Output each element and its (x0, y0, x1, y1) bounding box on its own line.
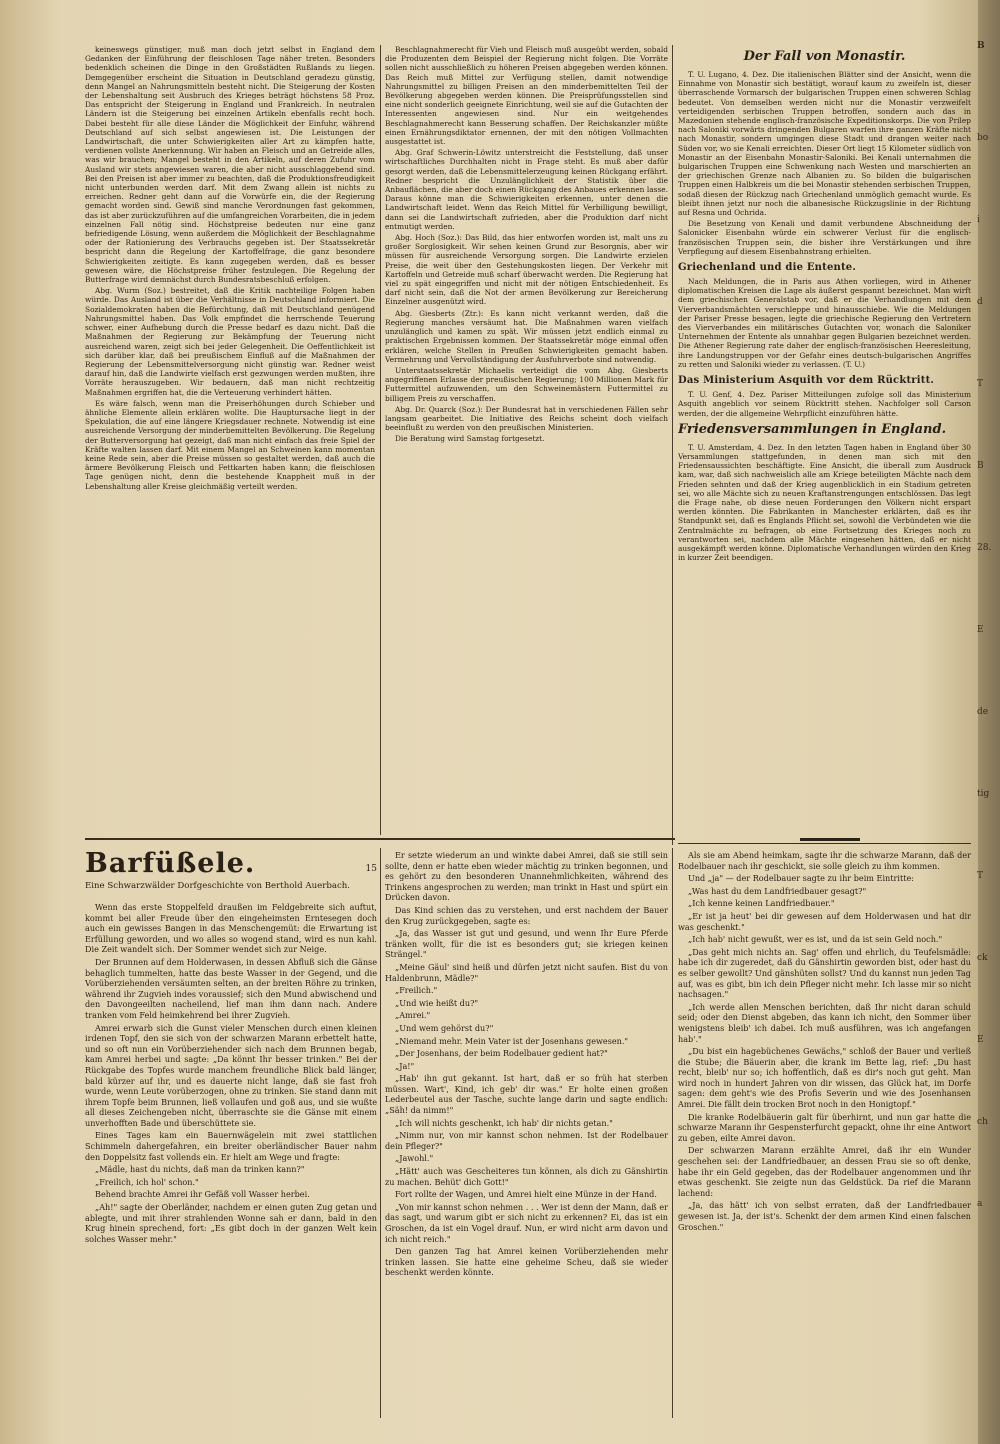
section-divider (800, 838, 860, 841)
story-paragraph: „Und wem gehörst du?" (395, 1022, 494, 1033)
fragment-line: ck (977, 953, 988, 963)
article-paragraph: Unterstaatssekretär Michaelis verteidigt die vom Abg. Giesberts angegriffenen Erlasse der preußischen Regierung; 100 Millionen Mark für Futtermittel aufzuwenden, um den Schweinemästern Futtermittel zu billigem Preis zu verschaffen. (385, 365, 668, 403)
fragment-line: de (977, 707, 989, 717)
fragment-line: B (977, 41, 985, 51)
story-paragraph: „Ich hab' nicht gewußt, wer es ist, und da ist sein Geld noch." (688, 934, 943, 945)
story-paragraph: Behend brachte Amrei ihr Gefäß voll Wasser herbei. (95, 1189, 310, 1200)
story-paragraph: „Was hast du dem Landfriedbauer gesagt?" (688, 885, 867, 896)
story-paragraph: Das Kind schien das zu verstehen, und erst nachdem der Bauer den Krug zurückgegeben, sagte es: (385, 904, 668, 926)
upper-middle-column (385, 45, 668, 835)
article-paragraph: Beschlagnahmerecht für Vieh und Fleisch muß ausgeübt werden, sobald die Produzenten dem Beispiel der Regierung nicht folgen. Die Vorräte sollen nicht ausschließlich zu höheren Preisen abgegeben werden können. Das Reich muß Mittel zur Verfügung stellen, damit notwendige Nahrungsmittel zu billigen Preisen an den minderbemittelten Teil der Bevölkerung abgegeben werden können. Die Preisprüfungsstellen sind eine nicht sonderlich geeignete Einrichtung, weil sie auf die Gutachten der Interessenten angewiesen sind. Nur ein weitgehendes Beschlagnahmerecht kann Besserung schaffen. Der Reichskanzler müßte einen Ernährungsdiktator ernennen, der mit den nötigen Vollmachten ausgestattet ist. (385, 45, 668, 147)
article-paragraph: Die Besetzung von Kenali und damit verbundene Abschneidung der Salonicker Eisenbahn würde ein schwerer Verlust für die englisch-französischen Truppen sein, die bisher ihre Verstärkungen und ihre Verpflegung auf diesem Eisenbahnstrang erhielten. (678, 219, 971, 256)
article-paragraph: Es wäre falsch, wenn man die Preiserhöhungen durch Schieber und ähnliche Elemente allein erklären wollte. Die Hauptursache liegt in der Spekulation, die auf eine längere Kriegsdauer rechnete. Notwendig ist eine ausreichende Versorgung der minderbemittelten Bevölkerung. Die Regelung der Butterversorgung hat gezeigt, daß man nicht einfach das freie Spiel der Kräfte walten lassen darf. Mit einem Mangel an Schweinen kann momentan keine Rede sein, aber die Preise müssen so gestaltet werden, daß auch die ärmere Bevölkerung Fleisch und Fettkarten haben kann; die fleischlosen Tage genügen nicht, denn die bestehende Knappheit muß in der Lebenshaltung aller Kreise gleichmäßig verteilt werden. (85, 398, 375, 491)
story-paragraph: „Ah!" sagte der Oberländer, nachdem er einen guten Zug getan und ablegte, und mit ihrer strahlenden Wonne sah er dann, bald in den Krug hinein sprechend, fort: „Es gibt doch in der ganzen Welt kein solches Wasser mehr." (85, 1202, 377, 1244)
story-paragraph: „Ich werde allen Menschen berichten, daß Ihr nicht daran schuld seid; oder den Dienst abgeben, das kann ich nicht, den Sommer über wenigstens bleib' ich dabei. Ich muß ausführen, was ich angefangen hab'." (678, 1001, 971, 1044)
story-paragraph: Als sie am Abend heimkam, sagte ihr die schwarze Marann, daß der Rodelbauer nach ihr geschickt, sie solle gleich zu ihm kommen. (678, 850, 971, 871)
column-rule (672, 45, 673, 845)
article-paragraph: Nach Meldungen, die in Paris aus Athen vorliegen, wird in Athener diplomatischen Kreisen die Lage als äußerst gespannt bezeichnet. Man wirft dem griechischen Generalstab vor, daß er die Verhandlungen mit dem Vierverbandsmächten verschleppe und hinausschiebe. Wie die Meldungen der Pariser Presse besagen, legte die griechische Regierung den Vertretern des Vierverbandes ein militärisches Gutachten vor, wonach die Saloniker Unternehmen der Entente als unnahbar gegen Bulgarien bezeichnet werden. Die Athener Regierung rate daher der englisch-französischen Heeresleitung, ihre Landungstruppen vor der Gefahr eines deutsch-bulgarischen Angriffes zu retten und Saloniki wieder zu verlassen. (T. U.) (678, 277, 971, 369)
story-paragraph: Und „ja" — der Rodelbauer sagte zu ihr beim Eintritte: (688, 873, 914, 884)
story-paragraph: „Hab' ihn gut gekannt. Ist hart, daß er so früh hat sterben müssen. Wart', Kind, ich geb' dir was." Er holte einen großen Lederbeutel aus der Tasche, suchte lange darin und sagte endlich: „Säh! da nimm!" (385, 1073, 668, 1116)
upper-left-column (85, 45, 375, 835)
story-paragraph: „Er ist ja heut' bei dir gewesen auf dem Holderwasen und hat dir was geschenkt." (678, 910, 971, 932)
fragment-line: a (977, 1199, 983, 1209)
story-paragraph: Fort rollte der Wagen, und Amrei hielt eine Münze in der Hand. (395, 1189, 657, 1200)
story-paragraph: Die kranke Rodelbäuerin galt für überhirnt, und nun gar hatte die schwarze Marann ihr Gespensterfurcht gepackt, ohne ihr eine Antwort zu geben, eilte Amrei davon. (678, 1111, 971, 1143)
feuilleton-byline: Eine Schwarzwälder Dorfgeschichte von Berthold Auerbach. (85, 881, 351, 891)
fragment-line: T (977, 871, 984, 881)
article-paragraph: T. U. Amsterdam, 4. Dez. In den letzten Tagen haben in England über 30 Versammlungen stattgefunden, in denen man sich mit den Friedensaussichten beschäftigte. Eine Ansicht, die überall zum Ausdruck kam, war, daß sich nachweislich alle am Kriege beteiligten Mächte nach dem Frieden sehnten und daß der Krieg augenblicklich in ein Stadium getreten sei, wo alle Mächte sich zu neuen Kraftanstrengungen entschlössen. Das legt die Frage nahe, ob diese neuen Forderungen den Völkern nicht erspart werden könnten. Die Fabrikanten in Manchester erklärten, daß es ihr Standpunkt sei, daß es Englands Pflicht sei, sowohl die Verbündeten wie die Zentralmächte zu befragen, ob eine Fortsetzung des Krieges noch zu verantworten sei, nachdem alle Mächte eingesehen hätten, daß er nicht ausgekämpft werden könne. Diplomatische Verhandlungen würden den Krieg in kurzer Zeit beendigen. (678, 442, 971, 563)
feuilleton-column-1 (85, 902, 377, 1414)
story-paragraph: „Amrei." (395, 1010, 431, 1021)
story-paragraph: „Von mir kannst schon nehmen . . . Wer ist denn der Mann, daß er das sagt, und warum gibt er sich nicht zu erkennen? Ei, das ist ein Groschen, da ist ein Vogel drauf. Nun, er wird nicht arm davon und ich nicht reich." (385, 1201, 668, 1244)
story-paragraph: Eines Tages kam ein Bauernwägelein mit zwei stattlichen Schimmeln dahergefahren, ein breiter oberländischer Bauer nahm den Doppelsitz fast vollends ein. Er hielt am Wege und fragte: (85, 1130, 377, 1162)
article-paragraph: Die Beratung wird Samstag fortgesetzt. (395, 434, 545, 444)
fragment-line: d (977, 297, 983, 307)
feuilleton-title: Barfüßele. (85, 848, 256, 879)
story-paragraph: „Meine Gäul' sind heiß und dürfen jetzt nicht saufen. Bist du von Haldenbrunn, Mädle?" (385, 961, 668, 983)
fragment-line: bo (977, 133, 989, 143)
story-paragraph: Der Brunnen auf dem Holderwasen, in dessen Abfluß sich die Gänse behaglich tummelten, hatte das beste Wasser in der Gegend, und die Vorüberziehenden versäumten selten, an der breiten Röhre zu trinken, während ihr Zugvieh indes voraussief; sich den Mund abwischend und den Davongeeilten nacheilend, lief man ihm dann nach. Andere tranken vom Feld heimkehrend bei ihrer Zugvieh. (85, 956, 377, 1020)
story-paragraph: „Mädle, hast du nichts, daß man da trinken kann?" (95, 1164, 305, 1175)
story-paragraph: „Niemand mehr. Mein Vater ist der Josenhans gewesen." (395, 1035, 629, 1046)
feuilleton-title-block (85, 848, 377, 897)
story-paragraph: Der schwarzen Marann erzählte Amrei, daß ihr ein Wunder geschehen sei: der Landfriedbauer, an dessen Frau sie so oft denke, habe ihr ein Geld gegeben, das der Rodelbauer angenommen und ihr etwas geschenkt. Sie zeigte nun das Geldstück. Da rief die Marann lachend: (678, 1145, 971, 1198)
story-paragraph: Er setzte wiederum an und winkte dabei Amrei, daß sie still sein sollte, denn er hatte eben wieder mächtig zu trinken begonnen, und es gehört zu den besonderen Unannehmlichkeiten, während des Trinkens angesprochen zu werden; man trinkt in Hast und spürt ein Drücken davon. (385, 850, 668, 903)
binding-edge (978, 0, 1000, 1444)
fragment-line: T (977, 379, 984, 389)
fragment-line: i (977, 215, 980, 225)
fragment-line: E (977, 1035, 984, 1045)
headline-griechenland: Griechenland und die Entente. (678, 262, 857, 274)
column-rule (672, 848, 673, 1418)
story-paragraph: „Der Josenhans, der beim Rodelbauer gedient hat?" (395, 1048, 608, 1059)
feuilleton-column-2 (385, 850, 668, 1415)
story-paragraph: „Freilich." (395, 985, 438, 996)
story-paragraph: Amrei erwarb sich die Gunst vieler Menschen durch einen kleinen irdenen Topf, den sie sich von der schwarzen Marann erbettelt hatte, und so oft nun ein Vorüberziehender sich nach dem Brunnen begab, kam Amrei herbei und sagte: „Da könnt Ihr besser trinken." Bei der Rückgabe des Topfes wurde manchem freundliche Blick bald länger, bald kürzer auf ihr, und es dauerte nicht lange, daß sie fast froh wurde, wenn Leute vorüberzogen, ohne zu trinken. Sie stand dann mit ihrem Topfe beim Brunnen, ließ vollaufen und goß aus, und sie wußte all dieses Zeichengeben nicht, überraschte sie die Gänse mit einem unverhofften Bade und überschüttete sie. (85, 1022, 377, 1128)
fragment-line: tig (977, 789, 990, 799)
story-paragraph: „Freilich, ich hol' schon." (95, 1176, 199, 1187)
column-rule (380, 848, 381, 1418)
headline-friedensversammlungen: Friedensversammlungen in England. (678, 421, 947, 437)
article-paragraph: T. U. Genf, 4. Dez. Pariser Mitteilungen zufolge soll das Ministerium Asquith angeblich vor seinem Rücktritt stehen. Nachfolger soll Carson werden, der die allgemeine Wehrpflicht einzuführen hätte. (678, 390, 971, 418)
story-paragraph: „Du bist ein hagebüchenes Gewächs," schloß der Bauer und verließ die Stube; die Bäuerin aber, die krank im Bette lag, rief: „Du hast recht, bleib' nur so; ich hoffentlich, daß es dir's noch gut geht. Man wird noch in hundert Jahren von dir wissen, das Glück hat, im Dorfe sagen: dem geht's wie des Profis Severin und wie des Josenhansen Amrei. Die fällt dein trocken Brot noch in den Honigtopf." (678, 1046, 971, 1110)
story-paragraph: „Und wie heißt du?" (395, 997, 479, 1008)
headline-asquith: Das Ministerium Asquith vor dem Rücktritt. (678, 375, 935, 387)
article-paragraph: Abg. Giesberts (Ztr.): Es kann nicht verkannt werden, daß die Regierung manches versäumt hat. Die Maßnahmen waren vielfach unzulänglich und kamen zu spät. Wir müssen jetzt endlich einmal zu praktischen Ergebnissen kommen. Der Staatssekretär möge einmal offen erklären, welche Stellen in Preußen Schwierigkeiten gemacht haben. Vermehrung und Vervollständigung der Ausfuhrverbote sind notwendig. (385, 308, 668, 364)
fragment-line: 28. (977, 543, 992, 553)
feuilleton-column-3 (678, 850, 971, 1415)
story-paragraph: „Hätt' auch was Gescheiteres tun können, als dich zu Gänshirtin zu machen. Behüt' dich Gott!" (385, 1166, 668, 1187)
story-paragraph: „Jawohl." (395, 1153, 434, 1164)
installment-number: 15 (365, 864, 377, 874)
upper-right-column (678, 45, 971, 835)
story-paragraph: „Ja, das Wasser ist gut und gesund, und wenn Ihr Eure Pferde tränken wollt, für die ist es besonders gut; sie kriegen keinen Strängel." (385, 928, 668, 960)
article-paragraph: Abg. Wurm (Soz.) bestreitet, daß die Kritik nachteilige Folgen haben würde. Das Ausland ist über die Verhältnisse in Deutschland informiert. Die Sozialdemokraten haben die Befürchtung, daß mit Deutschland genügend Nahrungsmittel haben. Das Volk empfindet die herrschende Teuerung schwer, einer Aufhebung durch die Presse bedarf es dazu nicht. Daß die Maßnahmen der Regierung zur Bekämpfung der Teuerung nicht ausreichend waren, zeigt sich bei jeder Gelegenheit. Die Oeffentlichkeit ist sich darüber klar, daß bei preußischem Einfluß auf die Maßnahmen der Regierung der Lebensmittelversorgung nicht günstig war. Redner weist darauf hin, daß die Landwirte vielfach erst gezwungen werden mußten, ihre Vorräte herauszugeben. Wir bedauern, daß man nicht rechtzeitig Maßnahmen ergriffen hat, die die Verteuerung verhindert hätten. (85, 286, 375, 397)
fragment-line: ch (977, 1117, 988, 1127)
article-paragraph: Abg. Graf Schwerin-Löwitz unterstreicht die Feststellung, daß unser wirtschaftliches Durchhalten nicht in Frage steht. Es muß aber dafür gesorgt werden, daß die Lebensmittelerzeugung keinen Rückgang erfährt. Redner bespricht die Unzulänglichkeit der Statistik über die Anbauflächen, die aber doch einen Rückgang des Anbaues erkennen lasse. Daraus könne man die Schwierigkeiten erkennen, unter denen die Landwirtschaft leidet. Wenn das Reich Mittel für Verbilligung bewilligt, dann sei die Landwirtschaft zufrieden, aber die Produktion darf nicht entmutigt werden. (385, 148, 668, 231)
story-paragraph: „Ich kenne keinen Landfriedbauer." (688, 898, 835, 909)
story-paragraph: Wenn das erste Stoppelfeld draußen im Feldgebreite sich auftut, kommt bei aller Freude über den eingeheimsten Erntesegen doch auch ein gewisses Bangen in das Menschengemüt: die Erwartung ist Erfüllung geworden, und wo alles so wogend stand, wird es nun kahl. Die Zeit wandelt sich. Der Sommer wendet sich zur Neige. (85, 902, 377, 955)
story-paragraph: „Das geht mich nichts an. Sag' offen und ehrlich, du Teufelsmädle: habe ich dir zugeredet, daß du Gänshirtin geworden bist, oder hast du es selber gewollt? Und gänshüten sollst? Und du kannst nun jeden Tag auf, was es gibt, bin ich dein Pfleger nicht mehr. Ich lasse mir so nicht nachsagen." (678, 946, 971, 1000)
article-paragraph: keineswegs günstiger, muß man doch jetzt selbst in England dem Gedanken der Einführung der fleischlosen Tage näher treten. Besonders bedenklich scheinen die Dinge in den Großstädten Rußlands zu liegen. Demgegenüber erscheint die Situation in Deutschland geradezu günstig, denn Mangel an Nahrungsmitteln besteht nicht. Die Steigerung der Kosten der Lebenshaltung seit Ausbruch des Krieges beträgt höchstens 58 Proz. Das entspricht der Steigerung in England und Frankreich. In neutralen Ländern ist die Steigerung bei einzelnen Artikeln ebenfalls recht hoch. Dabei besteht für alle diese Länder die Möglichkeit der Einfuhr, während Deutschland auf sich selbst angewiesen ist. Die Leistungen der Landwirtschaft, die unter Schwierigkeiten aller Art zu kämpfen hatte, verdienen vollste Anerkennung. Wir haben an Fleisch und an Getreide alles, was wir brauchen; Mangel besteht in den Artikeln, auf deren Zufuhr vom Ausland wir stets angewiesen waren, die aber nicht ausschlaggebend sind. Bei den Preisen ist aber immer zu beachten, daß die Produktionsfreudigkeit nicht unterbunden werden darf. Mit dem Zwang allein ist nichts zu erreichen. Redner geht dann auf die Vorwürfe ein, die der Regierung gemacht worden sind. Gewiß sind manche Verordnungen fast gekommen, das ist aber zurückzuführen auf die umfangreichen Vorarbeiten, die in jedem einzelnen Fall nötig sind. Höchstpreise bedeuten nur eine ganz befriedigende Lösung, wenn außerdem die Möglichkeit der Beschlagnahme oder der Rationierung des Verbrauchs gegeben ist. Der Staatssekretär bespricht dann die Regelung der Kartoffelfrage, die ganz besondere Schwierigkeiten zeitigte. Es kann zugegeben werden, daß es besser gewesen wäre, die Höchstpreise früher festzulegen. Die Regelung der Butterfrage wird demnächst durch Bundesratsbeschluß erfolgen. (85, 45, 375, 285)
article-paragraph: T. U. Lugano, 4. Dez. Die italienischen Blätter sind der Ansicht, wenn die Einnahme von Monastir sich bestätigt, worauf kaum zu zweifeln ist, dieser überraschende Vormarsch der bulgarischen Truppen einen schweren Schlag bedeutet. Von demselben werden nicht nur die Monastir verzweifelt verteidigenden serbischen Truppen betroffen, sondern auch das in Mazedonien stehende englisch-französische Expeditionskorps. Die von Prilep nach Saloniki vorwärts dringenden Bulgaren warfen ihre ganzen Kräfte nicht nach Monastir, sondern umgingen diese Stadt und drangen weiter nach Süden vor, wo sie Kenali erreichten. Dieser Ort liegt 15 Kilometer südlich von Monastir an der Eisenbahn Monastir-Saloniki. Bei Kenali unternahmen die bulgarischen Truppen eine Schwenkung nach Westen und marschierten an der griechischen Grenze nach Albanien zu. So bilden die bulgarischen Truppen einen Halbkreis um die bei Monastir stehenden serbischen Truppen, sodaß diesen der Rückzug nach Griechenland unmöglich gemacht wurde. Es bleibt ihnen jetzt nur noch die albanesische Rückzugslinie in der Richtung auf Resna und Ochrida. (678, 70, 971, 218)
section-divider (678, 843, 971, 844)
article-paragraph: Abg. Dr. Quarck (Soz.): Der Bundesrat hat in verschiedenen Fällen sehr langsam gearbeitet. Die Initiative des Reichs scheint doch vielfach beeinflußt zu werden von den preußischen Ministerien. (385, 404, 668, 433)
fragment-line: B (977, 461, 984, 471)
article-paragraph: Abg. Hoch (Soz.): Das Bild, das hier entworfen worden ist, malt uns zu großer Sorglosigkeit. Wir sehen keinen Grund zur Besorgnis, aber wir müssen für ausreichende Versorgung sorgen. Die Landwirte erzielen Preise, die weit über den Gestehungskosten liegen. Der Verkehr mit Kartoffeln und Getreide muß scharf überwacht werden. Die Regierung hat viel zu spät eingegriffen und nicht mit der nötigen Entschiedenheit. Es darf nicht sein, daß die Not der armen Bevölkerung zur Bereicherung Einzelner ausgenützt wird. (385, 233, 668, 307)
story-paragraph: „Nimm nur, von mir kannst schon nehmen. Ist der Rodelbauer dein Pfleger?" (385, 1130, 668, 1151)
column-rule (380, 45, 381, 835)
headline-monastir: Der Fall von Monastir. (743, 49, 906, 64)
section-divider (85, 838, 675, 840)
fragment-line: E (977, 625, 984, 635)
story-paragraph: „Ja, das hätt' ich von selbst erraten, daß der Landfriedbauer gewesen ist. Ja, der ist's. Schenkt der dem armen Kind einen falschen Groschen." (678, 1200, 971, 1232)
story-paragraph: „Ich will nichts geschenkt, ich hab' dir nichts getan." (395, 1117, 613, 1128)
story-paragraph: Den ganzen Tag hat Amrei keinen Vorüberziehenden mehr trinken lassen. Sie hatte eine geheime Scheu, daß sie wieder beschenkt werden könnte. (385, 1246, 668, 1278)
story-paragraph: „Ja!" (395, 1060, 415, 1071)
